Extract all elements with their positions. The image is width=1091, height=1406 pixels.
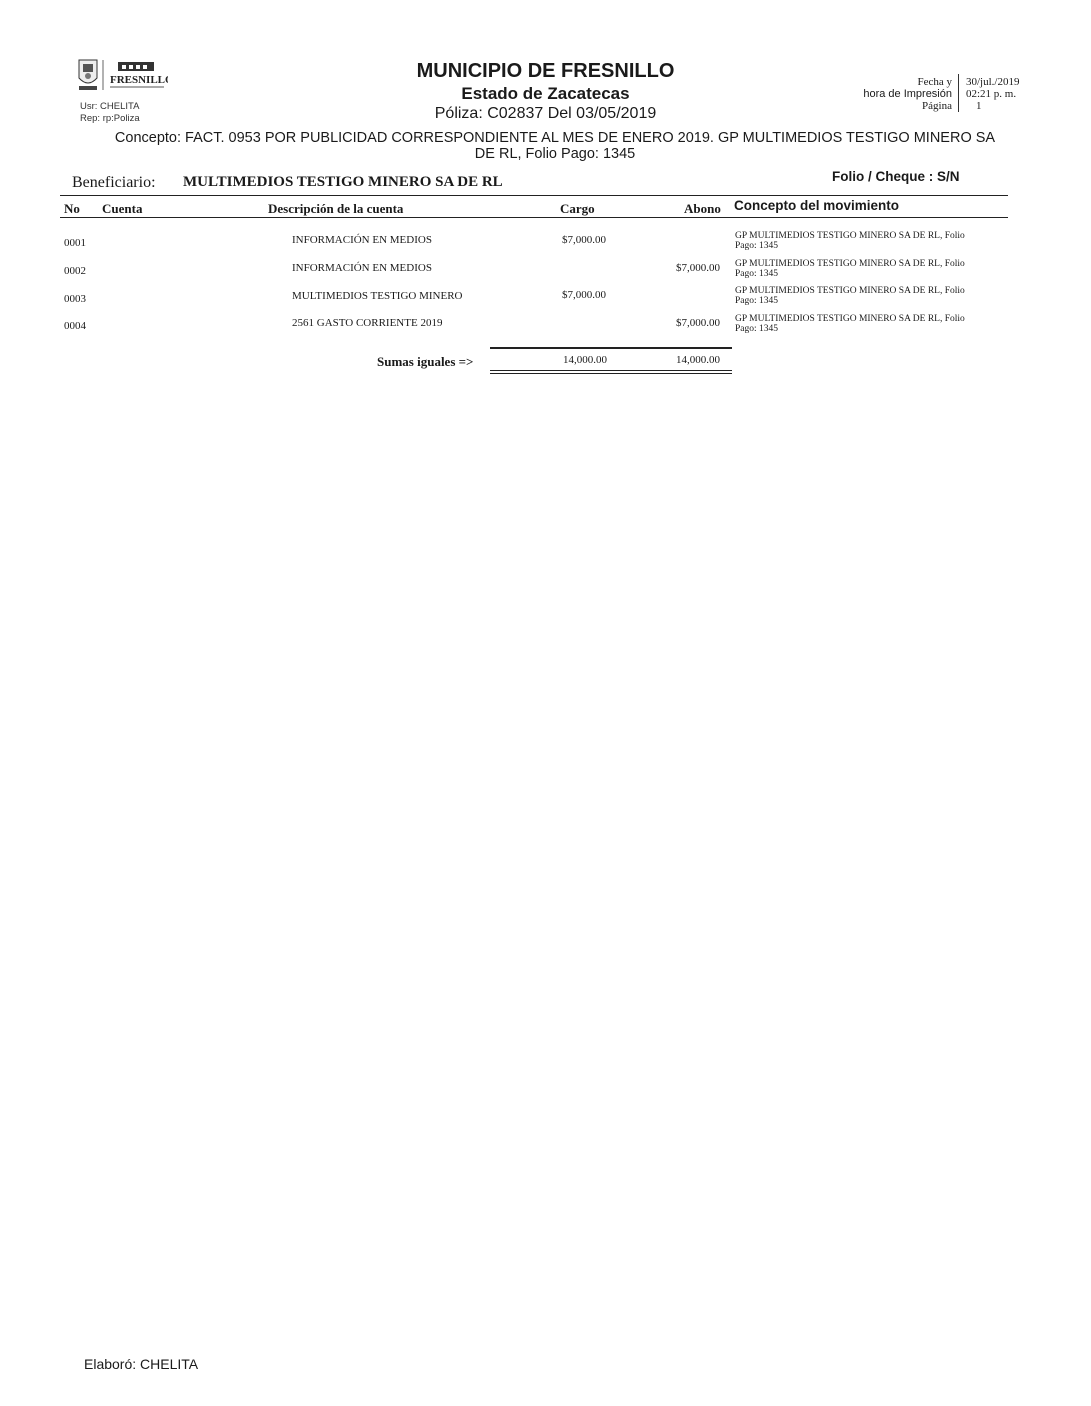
beneficiario-label: Beneficiario: [72,174,156,191]
row-3-no: 0003 [64,293,86,305]
row-2-descripcion: INFORMACIÓN EN MEDIOS [292,262,432,274]
row-2-concepto-line1: GP MULTIMEDIOS TESTIGO MINERO SA DE RL, Folio [735,259,965,269]
print-label-pagina: Página [922,100,952,112]
print-info-separator [958,74,959,112]
print-time: 02:21 p. m. [966,88,1017,100]
row-4-abono: $7,000.00 [676,317,720,329]
concepto-block [90,130,1020,162]
row-4-concepto [735,314,965,334]
report-label: Rep: rp:Poliza [80,113,140,124]
print-date: 30/jul./2019 [966,76,1020,88]
row-3-cargo: $7,000.00 [562,289,606,301]
header-top-rule [60,195,1008,196]
print-info-values [966,76,1046,112]
municipality-title: MUNICIPIO DE FRESNILLO [416,60,675,82]
row-1-concepto-line2: Pago: 1345 [735,241,779,251]
row-1-concepto [735,231,965,251]
col-header-cuenta: Cuenta [102,201,143,216]
totals-double-rule-1 [490,370,732,371]
row-2-no: 0002 [64,265,86,277]
row-1-concepto-line1: GP MULTIMEDIOS TESTIGO MINERO SA DE RL, Folio [735,231,965,241]
row-4-concepto-line2: Pago: 1345 [735,324,779,334]
totals-top-rule [490,347,732,349]
user-label: Usr: CHELITA [80,101,140,112]
row-2-abono: $7,000.00 [676,262,720,274]
row-3-concepto-line2: Pago: 1345 [735,296,779,306]
row-4-no: 0004 [64,320,86,332]
sum-cargo: 14,000.00 [563,354,607,366]
row-1-no: 0001 [64,237,86,249]
row-2-concepto [735,259,965,279]
row-3-concepto [735,286,965,306]
row-4-concepto-line1: GP MULTIMEDIOS TESTIGO MINERO SA DE RL, Folio [735,314,965,324]
row-4-descripcion: 2561 GASTO CORRIENTE 2019 [292,317,443,329]
header-bottom-rule [60,217,1008,218]
col-header-descripcion: Descripción de la cuenta [268,201,404,216]
col-header-abono: Abono [684,201,721,216]
page-number: 1 [976,100,982,112]
print-label-hora: hora de Impresión [863,88,952,100]
folio-cheque: Folio / Cheque : S/N [832,169,960,184]
concepto-line-2: DE RL, Folio Pago: 1345 [474,146,636,162]
row-3-concepto-line1: GP MULTIMEDIOS TESTIGO MINERO SA DE RL, Folio [735,286,965,296]
concepto-line-1: Concepto: FACT. 0953 POR PUBLICIDAD CORRESPONDIENTE AL MES DE ENERO 2019. GP MULTIMEDIOS TESTIGO MINERO SA [114,130,996,146]
print-info-labels [840,76,952,112]
print-label-fecha: Fecha y [917,76,952,88]
totals-double-rule-2 [490,373,732,374]
col-header-cargo: Cargo [560,201,595,216]
poliza-line: Póliza: C02837 Del 03/05/2019 [434,105,657,122]
beneficiario-value: MULTIMEDIOS TESTIGO MINERO SA DE RL [183,174,503,190]
row-1-cargo: $7,000.00 [562,234,606,246]
col-header-no: No [64,201,80,216]
state-subtitle: Estado de Zacatecas [461,84,630,103]
row-2-concepto-line2: Pago: 1345 [735,269,779,279]
svg-text:FRESNILLO: FRESNILLO [110,74,168,86]
row-3-descripcion: MULTIMEDIOS TESTIGO MINERO [292,290,463,302]
sumas-iguales-label: Sumas iguales => [377,354,474,369]
row-1-descripcion: INFORMACIÓN EN MEDIOS [292,234,432,246]
elaboro-label: Elaboró: CHELITA [84,1356,199,1372]
col-header-concepto: Concepto del movimiento [734,198,900,213]
sum-abono: 14,000.00 [676,354,720,366]
